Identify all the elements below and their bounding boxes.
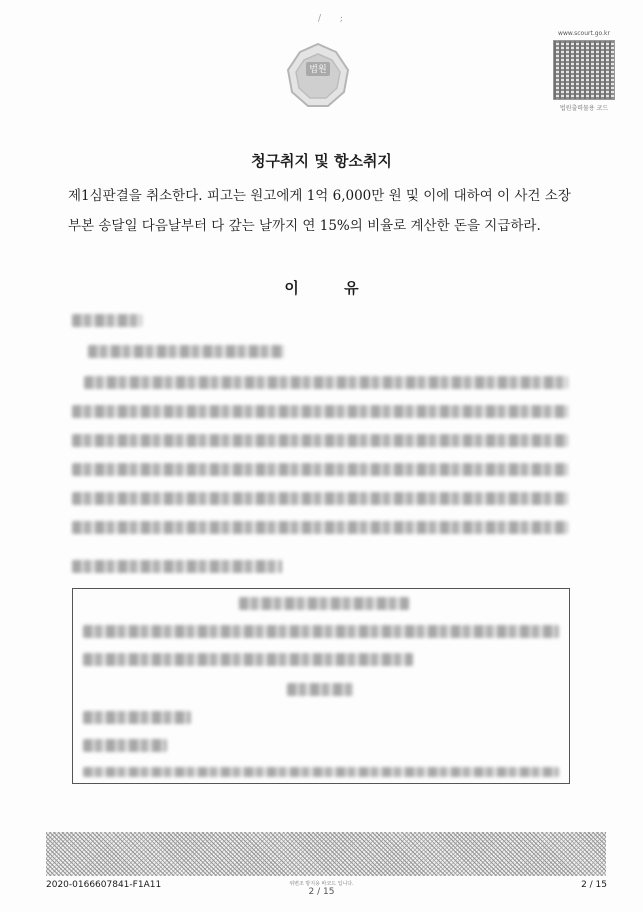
redacted-line	[72, 463, 568, 476]
footer-center	[0, 880, 643, 897]
redacted-heading	[72, 314, 142, 327]
seal-label: 법원	[309, 65, 327, 75]
redacted-line	[84, 376, 568, 389]
redacted-line	[72, 521, 568, 534]
quoted-statute-box	[72, 588, 570, 784]
redacted-line	[72, 405, 568, 418]
redacted-box-subtitle	[287, 683, 353, 696]
qr-url: www.scourt.go.kr	[558, 30, 610, 37]
center-page-number: 2 / 15	[308, 887, 335, 897]
verification-qr-block	[552, 30, 616, 112]
redacted-line	[83, 711, 191, 724]
qr-code-icon	[553, 40, 615, 100]
anti-forgery-barcode	[46, 832, 606, 876]
court-seal-logo	[282, 40, 354, 112]
redacted-line	[83, 767, 559, 777]
claim-title: 청구취지 및 항소취지	[251, 152, 392, 170]
redacted-subheading	[88, 345, 284, 358]
redacted-box-title	[239, 597, 409, 610]
redacted-line	[83, 625, 559, 638]
page-number: 2 / 15	[581, 880, 607, 890]
redacted-line	[72, 492, 568, 505]
claim-body: 제1심판결을 취소한다. 피고는 원고에게 1억 6,000만 원 및 이에 대하여 이 사건 소장 부본 송달일 다음날부터 다 갚는 날까지 연 15%의 비율로 계산한 돈을 지급하라.	[68, 188, 571, 234]
barcode-note: 위변조 방지용 바코드 입니다.	[289, 881, 354, 887]
document-number: 2020-0166607841-F1A11	[46, 880, 162, 890]
redacted-line	[83, 653, 413, 666]
redacted-line	[72, 560, 282, 573]
redacted-line	[72, 434, 568, 447]
redacted-line	[83, 739, 167, 752]
scan-marks: / ;	[318, 14, 351, 24]
qr-caption: 법원출력물용 코드	[559, 105, 609, 112]
reasons-title: 이 유	[284, 279, 359, 297]
